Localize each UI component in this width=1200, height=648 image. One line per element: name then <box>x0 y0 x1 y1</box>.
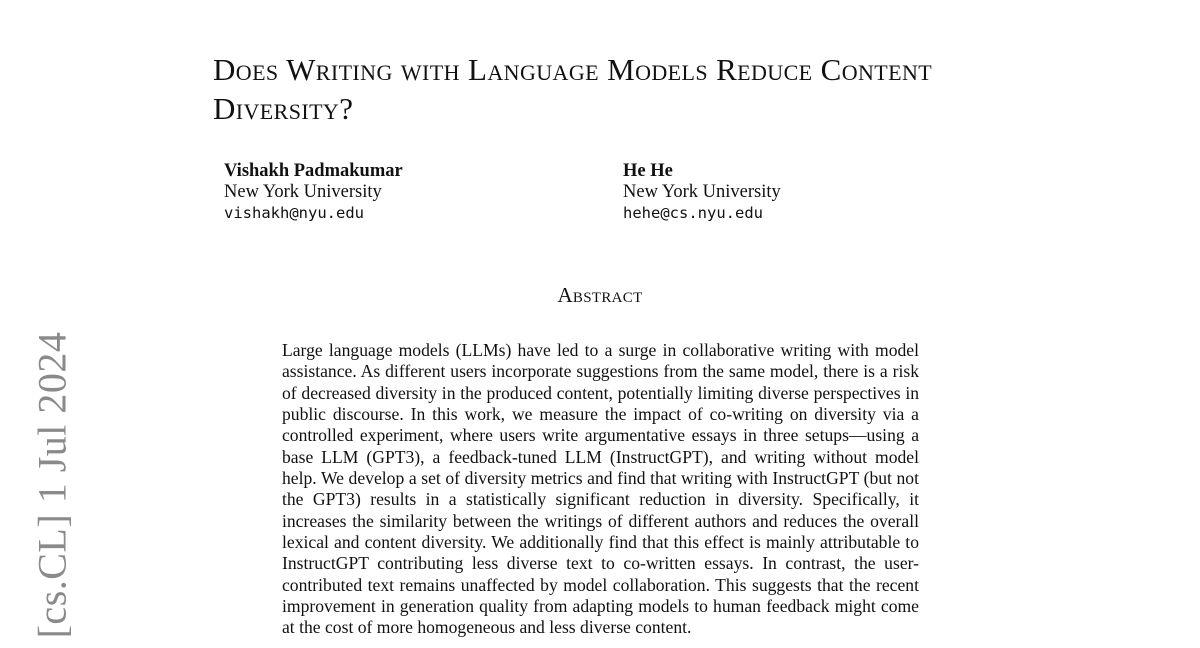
author-name: Vishakh Padmakumar <box>224 161 403 181</box>
author-affiliation: New York University <box>623 182 781 202</box>
abstract-heading: Abstract <box>557 283 643 307</box>
author-email: hehe@cs.nyu.edu <box>623 204 763 222</box>
arxiv-stamp <box>24 330 80 640</box>
author-affiliation: New York University <box>224 182 382 202</box>
author-name: He He <box>623 161 673 181</box>
author-block <box>623 161 781 224</box>
author-email: vishakh@nyu.edu <box>224 204 364 222</box>
paper-title: Does Writing with Language Models Reduce Content Diversity? <box>213 52 933 126</box>
arxiv-stamp-text: [cs.CL] 1 Jul 2024 <box>29 331 75 639</box>
author-block <box>224 161 403 224</box>
abstract-text: Large language models (LLMs) have led to a surge in collaborative writing with model assistance. As different users incorporate suggestions from the same model, there is a risk of decreased diversity in the produced content, potentially limiting diverse perspectives in public discourse. In this work, we measure the impact of co-writing on diversity via a controlled experiment, where users write argumentative essays in three setups—using a base LLM (GPT3), a feedback-tuned LLM (InstructGPT), and writing without model help. We develop a set of diversity metrics and find that writing with InstructGPT (but not the GPT3) results in a statistically significant reduction in diversity. Specifically, it increases the similarity between the writings of different authors and reduces the overall lexical and content diversity. We additionally find that this effect is mainly attributable to InstructGPT contributing less diverse text to co-written essays. In contrast, the user-contributed text remains unaffected by model collaboration. This suggests that the recent improvement in generation quality from adapting models to human feedback might come at the cost of more homogeneous and less diverse content. <box>282 340 919 638</box>
